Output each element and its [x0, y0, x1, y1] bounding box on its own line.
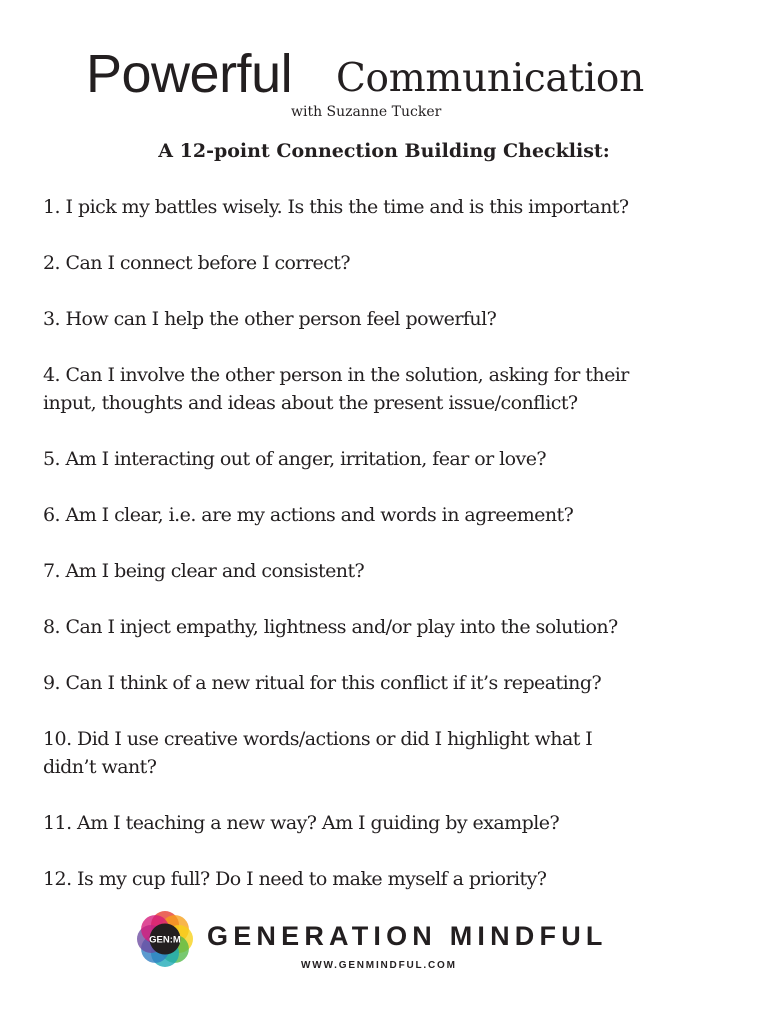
checklist-item-1: 1. I pick my battles wisely. Is this the time and is this important?: [43, 196, 629, 218]
checklist-item-12: 12. Is my cup full? Do I need to make myself a priority?: [43, 868, 547, 890]
website-url[interactable]: WWW.GENMINDFUL.COM: [301, 960, 457, 971]
checklist-item-7: 7. Am I being clear and consistent?: [43, 560, 365, 582]
checklist-heading: A 12-point Connection Building Checklist:: [158, 140, 610, 162]
generation-mindful-logo-icon: [134, 908, 196, 970]
title-communication: Communication: [336, 56, 644, 101]
checklist-item-5: 5. Am I interacting out of anger, irritation, fear or love?: [43, 448, 547, 470]
brand-footer: [0, 906, 768, 986]
checklist-item-6: 6. Am I clear, i.e. are my actions and words in agreement?: [43, 504, 574, 526]
author-byline: with Suzanne Tucker: [291, 104, 442, 120]
checklist-item-3: 3. How can I help the other person feel powerful?: [43, 308, 497, 330]
checklist-item-2: 2. Can I connect before I correct?: [43, 252, 351, 274]
page-title: [0, 42, 768, 112]
checklist-item-9: 9. Can I think of a new ritual for this conflict if it’s repeating?: [43, 672, 602, 694]
checklist: [43, 193, 753, 893]
title-powerful: Powerful: [86, 44, 293, 104]
brand-name: GENERATION MINDFUL: [207, 921, 608, 951]
checklist-item-8: 8. Can I inject empathy, lightness and/or play into the solution?: [43, 616, 618, 638]
checklist-item-10: 10. Did I use creative words/actions or did I highlight what I didn’t want?: [43, 728, 593, 778]
checklist-item-4: 4. Can I involve the other person in the solution, asking for their input, thoughts and ideas about the present issue/conflict?: [43, 364, 629, 414]
logo-text: GEN:M: [149, 934, 181, 946]
checklist-item-11: 11. Am I teaching a new way? Am I guiding by example?: [43, 812, 560, 834]
